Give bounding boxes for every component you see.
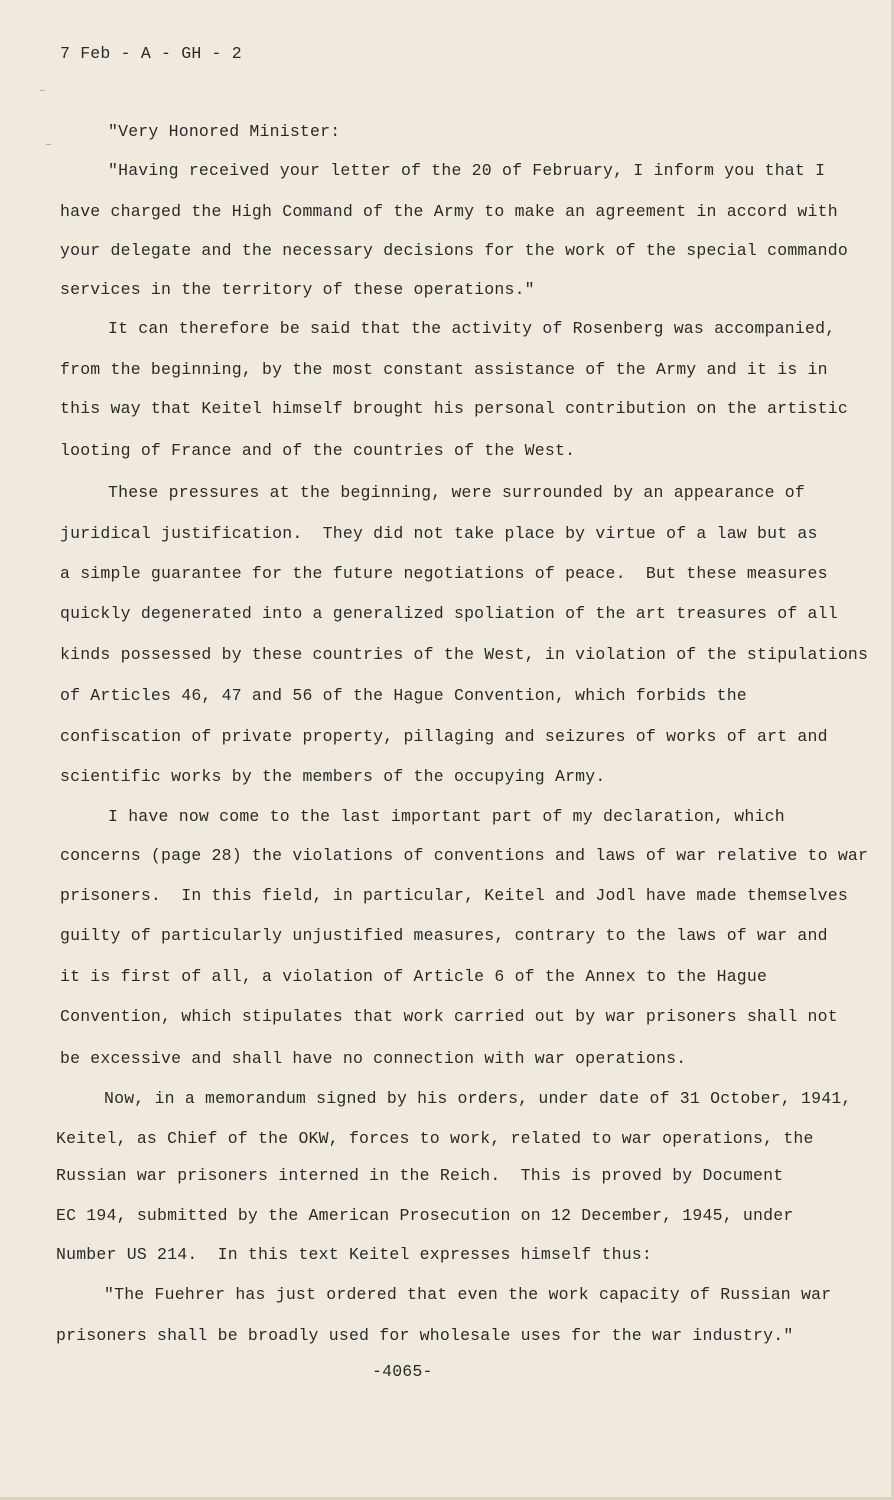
text-line: scientific works by the members of the occupying Army. <box>60 767 606 786</box>
text-line: kinds possessed by these countries of the West, in violation of the stipulations <box>60 645 869 664</box>
text-line: Now, in a memorandum signed by his orders, under date of 31 October, 1941, <box>104 1089 852 1108</box>
scan-mark <box>40 90 45 91</box>
page-number: -4065- <box>372 1362 433 1381</box>
text-line: Number US 214. In this text Keitel expresses himself thus: <box>56 1245 652 1264</box>
text-line: prisoners. In this field, in particular, Keitel and Jodl have made themselves <box>60 886 848 905</box>
text-line: "The Fuehrer has just ordered that even the work capacity of Russian war <box>104 1285 832 1304</box>
text-line: quickly degenerated into a generalized spoliation of the art treasures of all <box>60 604 838 623</box>
text-line: it is first of all, a violation of Article 6 of the Annex to the Hague <box>60 967 768 986</box>
text-line: confiscation of private property, pillaging and seizures of works of art and <box>60 727 828 746</box>
text-line: this way that Keitel himself brought his personal contribution on the artistic <box>60 399 848 418</box>
text-line: services in the territory of these operations." <box>60 280 535 299</box>
text-line: guilty of particularly unjustified measures, contrary to the laws of war and <box>60 926 828 945</box>
text-line: Russian war prisoners interned in the Reich. This is proved by Document <box>56 1166 784 1185</box>
text-line: It can therefore be said that the activity of Rosenberg was accompanied, <box>108 319 836 338</box>
text-line: your delegate and the necessary decisions for the work of the special commando <box>60 241 848 260</box>
scan-mark <box>46 144 51 145</box>
text-line: "Having received your letter of the 20 of February, I inform you that I <box>108 161 826 180</box>
text-line: I have now come to the last important part of my declaration, which <box>108 807 785 826</box>
text-line: These pressures at the beginning, were surrounded by an appearance of <box>108 483 806 502</box>
text-line: "Very Honored Minister: <box>108 122 341 141</box>
page-header: 7 Feb - A - GH - 2 <box>60 44 242 63</box>
text-line: Convention, which stipulates that work carried out by war prisoners shall not <box>60 1007 838 1026</box>
text-line: Keitel, as Chief of the OKW, forces to work, related to war operations, the <box>56 1129 814 1148</box>
text-line: concerns (page 28) the violations of conventions and laws of war relative to war <box>60 846 869 865</box>
text-line: of Articles 46, 47 and 56 of the Hague Convention, which forbids the <box>60 686 747 705</box>
text-line: prisoners shall be broadly used for wholesale uses for the war industry." <box>56 1326 794 1345</box>
text-line: a simple guarantee for the future negotiations of peace. But these measures <box>60 564 828 583</box>
text-line: juridical justification. They did not take place by virtue of a law but as <box>60 524 818 543</box>
text-line: EC 194, submitted by the American Prosecution on 12 December, 1945, under <box>56 1206 794 1225</box>
text-line: from the beginning, by the most constant assistance of the Army and it is in <box>60 360 828 379</box>
text-line: looting of France and of the countries of the West. <box>60 441 576 460</box>
text-line: be excessive and shall have no connection with war operations. <box>60 1049 687 1068</box>
text-line: have charged the High Command of the Army to make an agreement in accord with <box>60 202 838 221</box>
